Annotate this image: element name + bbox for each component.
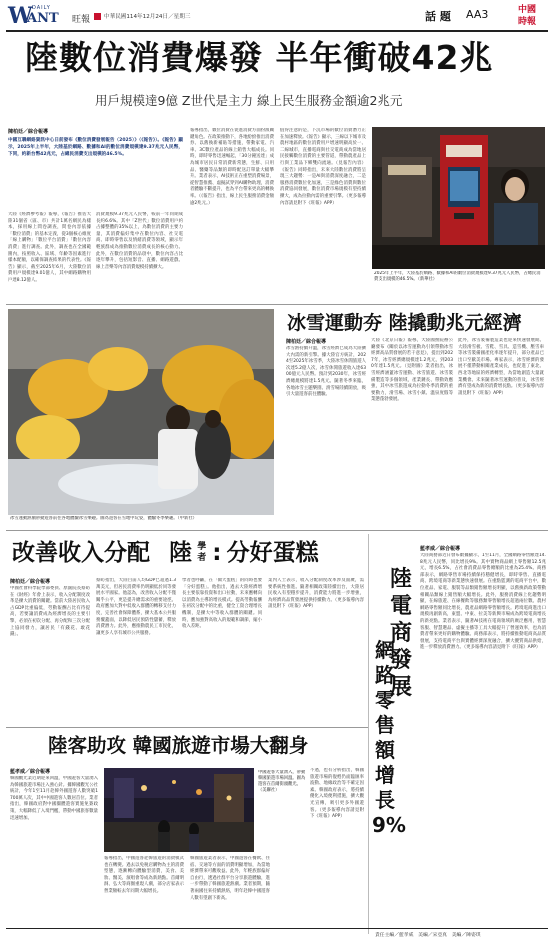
income-body-col2: 蔡昉指出，大陸目前人均GDP已超過1.3萬美元，但居民消費率仍明顯低於同等發展水平國家。他認為，改善收入分配不僅關乎公平，更是提升總需求的重要途徑。政府應加大對中低收入群體的轉移支付力度，完善社會保障體系，擴大基本公共服務覆蓋面，以降低居民預防性儲蓄，釋放消費潛力。此外，應推動農民工市民化，讓更多人享有城市公共服務。 [96, 578, 176, 636]
masthead-marker [94, 13, 101, 20]
masthead-logo [8, 4, 68, 28]
ice-body-col3: 此外，冰雪裝備製造業也迎來快速發展期。大陸滑雪板、雪鞋、雪具、造雪機、壓雪車等冰雪裝備國產化率逐年提升，部分產品已出口至歐美市場。專家表示，冰雪經濟的發展不僅帶動相關產業成長，也促進了東北、西北等地區的經濟轉型，為當地創造大量就業機會。未來隨著冰雪運動的普及，冰雪經濟有望成為新的消費增長點。（更多報導內容請見附下《旺報》APP） [458, 338, 544, 396]
masthead-rule [6, 30, 548, 32]
lead-body-col4: 值得注意的是，下沉市場的數位消費潛力正在加速釋放。《報告》顯示，三線以下城市及農村地區的數位消費用戶增速明顯高於一、二線城市，直播電商與社交電商成為當地居民接觸數位消費的主要管道，帶動農產品上行與工業品下鄉雙向流通。（見報告內容）《報告》同時指出，未來大陸數位消費將呈現三大趨勢：一是AI與消費深度融合，二是服務消費數位化加速，三是綠色消費與數位消費協同發展，數位消費市場規模有望持續擴大，成為拉動內需的重要引擎。（更多報導內容請見附下《旺報》APP） [280, 128, 366, 206]
ecom-byline: 藍孝威／綜合報導 [420, 546, 461, 552]
lead-photo [372, 127, 545, 269]
income-byline: 陳柏廷／綜合報導 [10, 579, 51, 585]
lead-intro: 中國互聯網絡資訊中心日前發布《數位消費發展報告（2025）》（《報告》）。《報告》顯示，2025年上半年，大陸基於網路、數據和AI的數位消費規模達9.37兆元人民幣，下同，約新台幣42兆元，占總民消費支出規模的46.5%。 [8, 138, 183, 158]
divider-1 [6, 304, 548, 305]
tourism-byline: 藍孝威／綜合報導 [10, 769, 51, 775]
logo-daily: DAILY [32, 5, 51, 11]
atm-photo-illustration [372, 127, 545, 269]
brand-bottom: 時報 [518, 17, 537, 27]
income-headline-sup [197, 542, 207, 564]
tourism-photo [104, 768, 254, 852]
income-headline-sup-a: 學 [197, 542, 207, 552]
income-headline-sup-b: 者 [197, 553, 207, 563]
snow-sculpture-photo [8, 309, 274, 515]
logo-w: W [8, 3, 33, 29]
tourism-body-col2: 報導指出，中國遊客赴韓旅遊的消費模式也在轉變。過去以免稅店購物為主的消費型態，逐漸轉向體驗型消費，美食、美妝、醫美、演唱會等成為新熱點。首爾明洞、弘大等商圈重現人潮，部分店家表示營業額較去年同期大幅增長。 [104, 856, 184, 894]
divider-vertical [368, 534, 369, 934]
page-number: AA3 [466, 8, 489, 21]
income-headline [12, 535, 319, 571]
masthead [0, 0, 553, 30]
tourism-headline: 陸客助攻 韓國旅遊市場大翻身 [48, 734, 309, 757]
tourism-body-col4: 不過，也有分析指出，韓國旅遊市場的復甦仍面臨匯率波動、地緣政治等不確定因素。韓國政府表示，將持續優化入境便利措施，擴大觀光宣傳，吸引更多外國遊客。（更多報導內容請見附下《旺報》APP） [310, 768, 364, 820]
ice-body-col1: 冰雪熱持續升溫，冰雪經濟已成為大陸擴大內需的新引擎。據大陸官方統計，2024至2025年冰雪季，大陸冰雪休閒旅遊人次達5.2億人次，冰雪休閒旅遊收入達6300億元人民幣。預計到2030年，冰雪經濟總規模將達1.5兆元。隨著冬季來臨，各地冰雪主題樂園、滑雪場陸續開放，吸引大量遊客前往體驗。 [286, 346, 366, 398]
footer-rule [6, 928, 548, 929]
ecom-headline-top: 陸電商發展 [389, 567, 412, 700]
lead-body-col1: 大陸《經濟參考報》報導，《報告》推估大陸31個省（區、市）共計1萬名網民為樣本，採用線上問卷調查，問卷內容依據「數位消費」的基本定義，從3個核心維度「線上購物」「數位平台消費」「數位內容消費」進行調查。此外，調查也在全國範圍內，按照收入、區域、年齡等因素進行樣本配額，以確保調查結果的代表性。《報告》顯示，截至2025年6月，大陸數位消費用戶規模達9.01億人，其中網路購物用戶達8.12億人。 [8, 212, 91, 283]
lead-subhead: 用戶規模達9億 Z世代是主力 線上民生服務金額逾2兆元 [95, 93, 403, 108]
ice-photo [8, 309, 274, 515]
income-headline-b: 陸 [169, 540, 193, 566]
income-body-col3: 學者也呼籲，在「做大蛋糕」的同時也要「分好蛋糕」。他指出，過去大陸經濟增長主要依靠投資和出口拉動，未來應轉向以消費為主導的增長模式。提高勞動報酬在初次分配中的比重，健全工資合理增長機制，是擴大中等收入群體的關鍵。同時，應加強對高收入的規範和調節，縮小收入差距。 [182, 578, 262, 630]
issue-date: 中華民國114年12月24日／星期三 [104, 14, 191, 20]
lead-photo-caption: 2025年上半年，大陸基於網路、數據和AI的數位消費規模達9.37兆元人民幣，占總民消費支出規模的46.5%。（新華社） [374, 271, 541, 282]
seoul-street-photo [104, 768, 254, 852]
divider-2 [6, 530, 548, 531]
brand-top: 中國 [518, 5, 537, 15]
income-body-col4: 業內人士表示，收入分配制度改革涉及面廣，需要系統性推進。隨著相關政策陸續出台，大陸居民收入有望穩步提升，消費能力將進一步增強，為經濟高品質發展提供持續動力。（更多報導內容請見附下《旺報》APP） [268, 578, 364, 610]
ice-photo-caption: 冰雪運動熱潮帶動遊客前往各地體驗冰雪樂趣。圖為遊客在雪地中玩耍，體驗冬季樂趣。（中新社） [10, 516, 197, 521]
lead-byline: 陳柏廷／綜合報導 [8, 129, 49, 135]
income-headline-colon: : [212, 540, 222, 566]
lead-body-col2: 消費規模9.37兆元人民幣，較前一年同期成長約6.6%。其中「Z世代」數位消費用戶約占據整體的35%以上，為數位消費的主要力量，其消費偏好集中在數位內容、社交電商、即時零售以及情緒消費等領域，顯示年輕族群成為推動數位消費成長的核心動力。此外，在數位消費的品項中，數位內容占比逐年攀升，包括短影音、直播、網路遊戲、線上音樂等內容消費規模持續擴大。 [96, 212, 183, 270]
tourism-photo-caption: 中國遊客大量湧入，帶動韓國旅遊市場回溫。圖為遊客在首爾街頭觀光。（美聯社） [258, 770, 306, 793]
section-name: 話 題 [425, 10, 451, 23]
income-headline-c: 分好蛋糕 [226, 540, 319, 566]
ice-byline: 陳柏廷／綜合報導 [286, 339, 327, 345]
footer-editors: 責任主編／藍孝威 美編／宋亞真 美編／陳姿琪 [375, 933, 481, 938]
income-headline-a: 改善收入分配 [12, 540, 150, 566]
lead-intro-box [8, 128, 183, 198]
tourism-body-col1: 韓國觀光業近期迎來回溫，中國遊客大量湧入為韓國旅遊市場注入強心針。據韓國觀光公社統計，今年1至11月赴韓外國遊客人數突破1700萬人次，其中中國遊客人數居首位。業者指出，韓國政府對中國團體遊客實施免簽政策，大幅降低了入境門檻，帶動中國旅客數量迅速增加。 [10, 776, 98, 821]
logo-cn: 旺報 [72, 15, 91, 25]
ecom-body: 大陸商務部近日發布數據顯示，1至11月，全國網路零售額達14.8兆元人民幣，同比增長9%。其中實物商品網上零售額12.5兆元，增長6.5%，占社會消費品零售總額的比重為25.4%。商務部表示，網路零售市場持續保持穩健增長，即時零售、直播電商、跨境電商等新業態快速發展。在重點監測的電商平台中，數位產品、家電、服裝等品類銷售額增長明顯，以舊換新政策帶動相關品類線上銷售額大幅增長。此外，服務消費線上化趨勢明顯，在線旅遊、在線餐飲等服務類零售額增長超過兩位數。農村網路零售額同比增長，農產品網路零售額增長。跨境電商進出口規模再創新高，東盟、中東、拉美等新興市場成為跨境電商增長的新亮點。業者表示，隨著AI技術在電商領域的廣泛應用，智慧客服、智慧選品、虛擬主播等工具大幅提升了營運效率，也為消費者帶來更好的購物體驗。商務部表示，將持續推動電商高品質發展，支持電商平台與實體經濟深度融合，擴大優質商品供給，進一步釋放消費潛力。（更多報導內容請見附下《旺報》APP） [420, 553, 546, 651]
ice-headline: 冰雪運動夯 陸撬動兆元經濟 [287, 312, 522, 334]
tourism-body-col3: 韓國旅遊業者表示，中國遊客在餐飲、住宿、交通等方面的消費明顯增加，為當地經濟帶來可觀收益。此外，年輕族群偏好自由行，透過社群平台分享旅遊體驗，進一步帶動了韓國旅遊熱潮。業者預期，隨著兩國往來持續熱絡，明年赴韓中國遊客人數有望創下新高。 [190, 856, 270, 901]
ecom-headline-bottom: 網路零售額增長9% [372, 638, 406, 837]
lead-body-col3: 報導指出，數位消費在促進消費方面扮演關鍵角色。在政策推動下，各地紛紛推出消費券、以舊換新補貼等措施，帶動家電、汽車、3C數位產品的線上銷售大幅成長。同時，即時零售迅速崛起，「30分鐘送達」成為城市居民日常消費新常態，生鮮、日用品、醫藥等品類的即時配送訂單量大幅攀升。業者表示，AI技術正在重塑消費場景，從智慧推薦、虛擬試穿到AI購物助理，消費者體驗不斷提升，也為平台帶來更高的轉換率。（《報告》指出，線上民生服務消費金額逾2兆元。） [190, 128, 274, 206]
logo-ant: ANT [27, 11, 59, 26]
income-body-col1: 中國社會科學院學部委員、原副院長蔡昉在《財經》年會上表示，收入分配制度改革是擴大消費的關鍵。當前大陸居民收入占GDP比重偏低，勞動報酬占比有待提高，若要讓消費成為經濟增長的主要引擎，必須在初次分配、再分配和三次分配上協同發力，讓居民「有錢花、敢花錢」。 [10, 586, 90, 638]
lead-headline: 陸數位消費爆發 半年衝破42兆 [25, 38, 494, 77]
divider-3 [6, 727, 368, 728]
ice-body-col2: 大陸《北京日報》報導，大陸國務院辦公廳發布《關於以冰雪運動為引領帶動冰雪經濟高品質發展的若干意見》，提出到2027年，冰雪經濟總規模達1.2兆元，到2030年達1.5兆元。（見附圖）業者指出，冰雪經濟涵蓋冰雪運動、冰雪旅遊、冰雪裝備製造等多個領域，產業鏈長、帶動效應強，其中冰雪旅遊成為拉動冬季消費的重要動力，滑雪場、冰雪小鎮、溫泉度假等業態蓬勃發展。 [371, 338, 453, 403]
